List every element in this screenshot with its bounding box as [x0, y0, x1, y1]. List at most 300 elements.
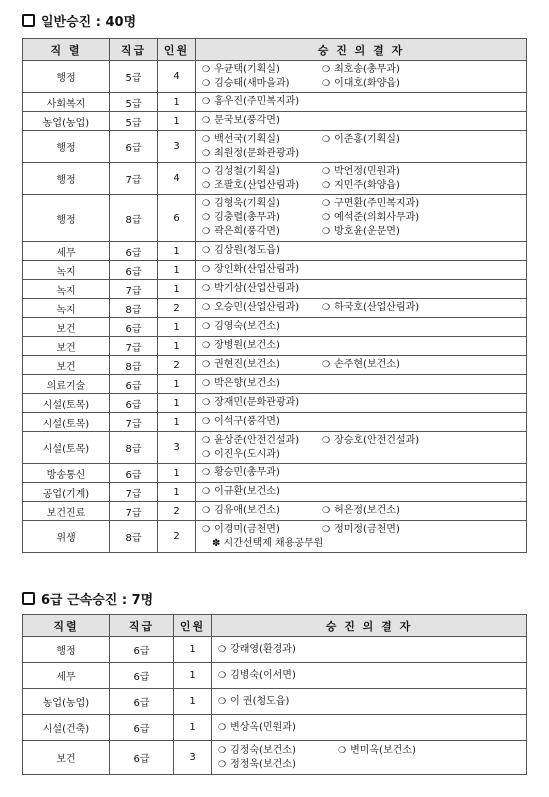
appointee-entry — [202, 358, 322, 372]
appointee-name: 예석준(의회사무과) — [334, 212, 420, 223]
table1-body — [23, 61, 527, 553]
series-cell: 행정 — [23, 61, 110, 93]
bullet-icon: ❍ — [218, 644, 227, 655]
appointee-name: 손주현(보건소) — [334, 359, 400, 370]
count-cell: 2 — [158, 299, 196, 318]
bullet-icon: ❍ — [202, 398, 211, 408]
result-cell — [196, 337, 527, 356]
result-line — [202, 320, 522, 334]
result-line — [202, 301, 522, 315]
result-line — [202, 434, 522, 448]
appointee-name: 김성철(기획실) — [214, 165, 280, 177]
appointee-name: 장병원(보건소) — [214, 340, 280, 351]
table-row — [23, 394, 527, 413]
bullet-icon: ❍ — [322, 360, 331, 370]
series-cell: 방송통신 — [23, 464, 110, 483]
series-cell: 시설(건축) — [23, 715, 110, 741]
series-cell: 보건 — [23, 356, 110, 375]
appointee-name: 박기삼(산업산림과) — [214, 283, 300, 294]
appointee-name: 김형욱(기획실) — [214, 198, 280, 209]
appointee-entry — [202, 523, 322, 537]
appointee-name: 방호윤(운문면) — [334, 226, 400, 237]
result-cell — [196, 521, 527, 553]
result-line — [202, 523, 522, 537]
grade-cell: 7급 — [110, 337, 158, 356]
count-cell: 1 — [158, 375, 196, 394]
table-row — [23, 163, 527, 195]
series-cell: 세무 — [23, 242, 110, 261]
appointee-entry — [202, 466, 322, 480]
count-cell: 4 — [158, 163, 196, 195]
appointee-entry — [202, 197, 322, 211]
count-cell: 6 — [158, 195, 196, 242]
table-row — [23, 261, 527, 280]
result-cell — [196, 432, 527, 464]
result-line — [218, 643, 522, 657]
grade-cell: 6급 — [110, 131, 158, 163]
series-cell: 시설(토목) — [23, 394, 110, 413]
grade-cell: 6급 — [110, 689, 174, 715]
bullet-icon: ❍ — [202, 166, 211, 177]
grade-cell: 7급 — [110, 483, 158, 502]
result-line — [202, 504, 522, 518]
bullet-icon: ❍ — [202, 78, 211, 89]
appointee-name: 우균택(기획실) — [214, 63, 280, 75]
appointee-name: 변미옥(보건소) — [350, 744, 416, 756]
series-cell: 의료기술 — [23, 375, 110, 394]
appointee-entry — [202, 147, 322, 161]
bullet-icon: ❍ — [322, 64, 331, 75]
appointee-name: 권현진(보건소) — [214, 359, 280, 370]
appointee-entry — [202, 485, 322, 499]
result-line — [202, 211, 522, 225]
bullet-icon: ❍ — [322, 199, 331, 209]
section1-title-text: 일반승진 : 40명 — [41, 14, 137, 30]
appointee-entry — [202, 244, 322, 258]
count-cell: 1 — [158, 337, 196, 356]
appointee-entry — [202, 114, 322, 128]
appointee-entry — [202, 339, 322, 353]
appointee-name: 홍우진(주민복지과) — [214, 96, 300, 107]
appointee-name: 이대호(화양읍) — [334, 77, 400, 89]
appointee-name: 강래영(환경과) — [230, 643, 296, 655]
result-line — [202, 377, 522, 391]
bullet-icon: ❍ — [202, 341, 211, 351]
table-row — [23, 741, 527, 775]
appointee-name: 지민주(화양읍) — [334, 179, 400, 191]
appointee-name: 이경미(금천면) — [214, 523, 280, 535]
bullet-icon: ❍ — [202, 97, 211, 107]
header-series: 직렬 — [23, 615, 110, 637]
result-line — [218, 721, 522, 735]
count-cell: 1 — [174, 637, 212, 663]
result-cell — [196, 318, 527, 337]
result-cell — [196, 261, 527, 280]
bullet-icon: ❍ — [322, 166, 331, 177]
appointee-entry — [322, 301, 419, 315]
result-cell — [196, 413, 527, 432]
result-line — [202, 133, 522, 147]
appointee-name: 김승태(새마을과) — [214, 77, 290, 89]
series-cell: 녹지 — [23, 299, 110, 318]
series-cell: 보건 — [23, 337, 110, 356]
table-row — [23, 483, 527, 502]
appointee-entry — [202, 263, 322, 277]
bullet-icon: ❍ — [322, 506, 331, 516]
count-cell: 2 — [158, 521, 196, 553]
appointee-entry — [322, 434, 419, 448]
appointee-name: 황승민(총무과) — [214, 467, 280, 478]
appointee-entry — [202, 448, 322, 462]
bullet-icon: ❍ — [202, 303, 211, 313]
appointee-entry — [322, 197, 419, 211]
count-cell: 3 — [174, 741, 212, 775]
bullet-icon: ❍ — [322, 524, 331, 535]
result-line — [202, 114, 522, 128]
result-line — [202, 63, 522, 77]
bullet-icon: ❍ — [202, 524, 211, 535]
table-row — [23, 61, 527, 93]
appointee-name: 하국호(산업산림과) — [334, 302, 420, 313]
footnote: ✽ 시간선택제 채용공무원 — [212, 537, 324, 549]
count-cell: 1 — [158, 93, 196, 112]
grade-cell: 8급 — [110, 299, 158, 318]
series-cell: 행정 — [23, 637, 110, 663]
bullet-icon: ❍ — [322, 213, 331, 223]
result-cell — [196, 163, 527, 195]
result-line — [202, 165, 522, 179]
promotion-table-seniority — [22, 614, 527, 775]
grade-cell: 5급 — [110, 61, 158, 93]
table-row — [23, 375, 527, 394]
result-cell — [196, 394, 527, 413]
appointee-entry — [338, 744, 416, 758]
table-row — [23, 663, 527, 689]
series-cell: 사회복지 — [23, 93, 110, 112]
result-cell — [196, 502, 527, 521]
table-row — [23, 689, 527, 715]
appointee-name: 오승민(산업산림과) — [214, 302, 300, 313]
table-row — [23, 432, 527, 464]
appointee-entry — [218, 669, 338, 683]
result-cell — [212, 689, 527, 715]
appointee-name: 이 권(청도읍) — [230, 695, 290, 707]
appointee-entry — [202, 320, 322, 334]
series-cell: 농업(농업) — [23, 112, 110, 131]
appointee-entry — [322, 211, 419, 225]
appointee-entry — [218, 744, 338, 758]
table-row — [23, 318, 527, 337]
appointee-entry — [202, 63, 322, 77]
result-line — [202, 263, 522, 277]
appointee-entry — [322, 504, 400, 518]
appointee-entry — [202, 377, 322, 391]
result-cell — [196, 131, 527, 163]
result-cell — [196, 242, 527, 261]
result-cell — [212, 663, 527, 689]
result-line — [218, 695, 522, 709]
grade-cell: 6급 — [110, 741, 174, 775]
bullet-icon: ❍ — [218, 722, 227, 733]
bullet-icon: ❍ — [202, 265, 211, 275]
appointee-name: 김정숙(보건소) — [230, 744, 296, 756]
bullet-icon: ❍ — [202, 213, 211, 223]
header-grade: 직급 — [110, 615, 174, 637]
section2-title-text: 6급 근속승진 : 7명 — [41, 592, 154, 608]
series-cell: 녹지 — [23, 280, 110, 299]
result-cell — [196, 280, 527, 299]
appointee-name: 이규환(보건소) — [214, 486, 280, 497]
bullet-icon: ❍ — [202, 468, 211, 478]
header-result: 승 진 의 결 자 — [212, 615, 527, 637]
appointee-entry — [218, 643, 338, 657]
bullet-icon: ❍ — [202, 360, 211, 370]
appointee-entry — [202, 133, 322, 147]
series-cell: 보건진료 — [23, 502, 110, 521]
result-line — [202, 225, 522, 239]
table-row — [23, 299, 527, 318]
bullet-icon: ❍ — [322, 78, 331, 89]
appointee-entry — [322, 77, 400, 91]
table-row — [23, 337, 527, 356]
bullet-icon: ❍ — [322, 180, 331, 191]
count-cell: 3 — [158, 131, 196, 163]
appointee-entry — [202, 179, 322, 193]
bullet-icon: ❍ — [202, 199, 211, 209]
section1-title — [22, 10, 136, 30]
bullet-icon: ❍ — [202, 379, 211, 389]
appointee-name: 김상원(청도읍) — [214, 245, 280, 256]
grade-cell: 6급 — [110, 375, 158, 394]
table-row — [23, 195, 527, 242]
bullet-icon: ❍ — [322, 303, 331, 313]
result-line — [202, 339, 522, 353]
series-cell: 시설(토목) — [23, 432, 110, 464]
series-cell: 공업(기계) — [23, 483, 110, 502]
result-line — [202, 244, 522, 258]
appointee-entry — [322, 225, 400, 239]
grade-cell: 8급 — [110, 195, 158, 242]
appointee-entry — [322, 358, 400, 372]
appointee-entry — [218, 721, 338, 735]
result-cell — [196, 299, 527, 318]
grade-cell: 6급 — [110, 318, 158, 337]
table-row — [23, 464, 527, 483]
result-cell — [196, 375, 527, 394]
appointee-entry — [322, 523, 400, 537]
bullet-icon: ❍ — [202, 487, 211, 497]
result-line — [202, 197, 522, 211]
bullet-icon: ❍ — [202, 134, 211, 145]
series-cell: 농업(농업) — [23, 689, 110, 715]
appointee-name: 허은정(보건소) — [334, 505, 400, 516]
appointee-entry — [322, 165, 400, 179]
header-result: 승 진 의 결 자 — [196, 39, 527, 61]
bullet-icon: ❍ — [322, 435, 331, 446]
appointee-name: 구면환(주민복지과) — [334, 198, 420, 209]
table-row — [23, 131, 527, 163]
bullet-icon: ❍ — [202, 246, 211, 256]
header-count: 인원 — [174, 615, 212, 637]
appointee-name: 이준홍(기획실) — [334, 133, 400, 145]
result-cell — [196, 356, 527, 375]
appointee-name: 백선국(기획실) — [214, 133, 280, 145]
count-cell: 1 — [174, 715, 212, 741]
bullet-icon: ❍ — [202, 449, 211, 460]
result-line — [202, 485, 522, 499]
bullet-icon: ❍ — [202, 116, 211, 126]
appointee-entry — [322, 133, 400, 147]
table2-body — [23, 637, 527, 775]
result-cell — [196, 464, 527, 483]
appointee-entry — [202, 225, 322, 239]
appointee-name: 김충렬(총무과) — [214, 212, 280, 223]
promotion-table-general — [22, 38, 527, 553]
count-cell: 1 — [158, 394, 196, 413]
appointee-entry — [202, 211, 322, 225]
result-line — [202, 448, 522, 462]
table-row — [23, 112, 527, 131]
count-cell: 1 — [158, 280, 196, 299]
grade-cell: 6급 — [110, 637, 174, 663]
bullet-icon: ❍ — [218, 745, 227, 756]
count-cell: 1 — [158, 261, 196, 280]
appointee-name: 최호송(총무과) — [334, 63, 400, 75]
table-row — [23, 413, 527, 432]
grade-cell: 8급 — [110, 521, 158, 553]
count-cell: 3 — [158, 432, 196, 464]
bullet-icon: ❍ — [202, 435, 211, 446]
appointee-name: 김병숙(이서면) — [230, 669, 296, 681]
grade-cell: 6급 — [110, 464, 158, 483]
table-row — [23, 280, 527, 299]
appointee-name: 장승호(안전건설과) — [334, 434, 420, 446]
count-cell: 1 — [158, 318, 196, 337]
appointee-entry — [202, 77, 322, 91]
table-row — [23, 715, 527, 741]
appointee-entry — [202, 415, 322, 429]
checkbox-icon — [22, 14, 35, 27]
count-cell: 1 — [158, 464, 196, 483]
section2-title — [22, 588, 153, 608]
count-cell: 2 — [158, 502, 196, 521]
result-cell — [212, 637, 527, 663]
appointee-name: 변상옥(민원과) — [230, 721, 296, 733]
series-cell: 보건 — [23, 741, 110, 775]
checkbox-icon — [22, 592, 35, 605]
appointee-name: 정정욱(보건소) — [230, 758, 296, 770]
appointee-name: 김유애(보건소) — [214, 505, 280, 516]
appointee-entry — [202, 95, 322, 109]
result-cell — [196, 112, 527, 131]
count-cell: 1 — [158, 242, 196, 261]
appointee-name: 박은향(보건소) — [214, 378, 280, 389]
result-line — [202, 179, 522, 193]
series-cell: 위생 — [23, 521, 110, 553]
bullet-icon: ❍ — [202, 180, 211, 191]
table-row — [23, 93, 527, 112]
result-line — [202, 147, 522, 161]
appointee-entry — [202, 504, 322, 518]
bullet-icon: ❍ — [322, 134, 331, 145]
result-cell — [196, 195, 527, 242]
grade-cell: 8급 — [110, 432, 158, 464]
result-line — [202, 466, 522, 480]
result-line — [202, 282, 522, 296]
result-cell — [196, 93, 527, 112]
count-cell: 1 — [174, 663, 212, 689]
series-cell: 행정 — [23, 195, 110, 242]
table-row — [23, 502, 527, 521]
appointee-entry — [202, 396, 322, 410]
result-line — [202, 415, 522, 429]
appointee-name: 박언정(민원과) — [334, 165, 400, 177]
grade-cell: 5급 — [110, 93, 158, 112]
bullet-icon: ❍ — [202, 284, 211, 294]
result-line — [218, 758, 522, 772]
table-row — [23, 637, 527, 663]
result-line — [202, 77, 522, 91]
count-cell: 1 — [158, 413, 196, 432]
bullet-icon: ❍ — [202, 148, 211, 159]
grade-cell: 7급 — [110, 502, 158, 521]
grade-cell: 7급 — [110, 413, 158, 432]
series-cell: 녹지 — [23, 261, 110, 280]
appointee-name: 김영숙(보건소) — [214, 321, 280, 332]
series-cell: 행정 — [23, 163, 110, 195]
result-line — [202, 95, 522, 109]
result-line — [202, 396, 522, 410]
header-series: 직 렬 — [23, 39, 110, 61]
count-cell: 1 — [174, 689, 212, 715]
series-cell: 시설(토목) — [23, 413, 110, 432]
bullet-icon: ❍ — [202, 417, 211, 427]
header-count: 인원 — [158, 39, 196, 61]
table-row — [23, 356, 527, 375]
appointee-entry — [202, 301, 322, 315]
bullet-icon: ❍ — [202, 227, 211, 237]
bullet-icon: ❍ — [218, 696, 227, 707]
appointee-name: 장재민(문화관광과) — [214, 397, 300, 408]
grade-cell: 8급 — [110, 356, 158, 375]
bullet-icon: ❍ — [218, 670, 227, 681]
result-cell — [212, 715, 527, 741]
appointee-entry — [218, 695, 338, 709]
table-row — [23, 521, 527, 553]
appointee-entry — [202, 282, 322, 296]
table-row — [23, 242, 527, 261]
grade-cell: 6급 — [110, 663, 174, 689]
result-cell — [196, 483, 527, 502]
result-line — [218, 744, 522, 758]
bullet-icon: ❍ — [322, 227, 331, 237]
bullet-icon: ❍ — [202, 64, 211, 75]
grade-cell: 5급 — [110, 112, 158, 131]
appointee-name: 윤상준(안전건설과) — [214, 434, 300, 446]
appointee-entry — [202, 165, 322, 179]
appointee-name: 문국보(풍각면) — [214, 115, 280, 126]
appointee-entry — [218, 758, 338, 772]
count-cell: 4 — [158, 61, 196, 93]
count-cell: 2 — [158, 356, 196, 375]
bullet-icon: ❍ — [202, 506, 211, 516]
appointee-name: 곽은희(풍각면) — [214, 226, 280, 237]
grade-cell: 6급 — [110, 394, 158, 413]
appointee-name: 조팔호(산업산림과) — [214, 179, 300, 191]
series-cell: 보건 — [23, 318, 110, 337]
appointee-name: 장인화(산업산림과) — [214, 264, 300, 275]
result-cell — [196, 61, 527, 93]
